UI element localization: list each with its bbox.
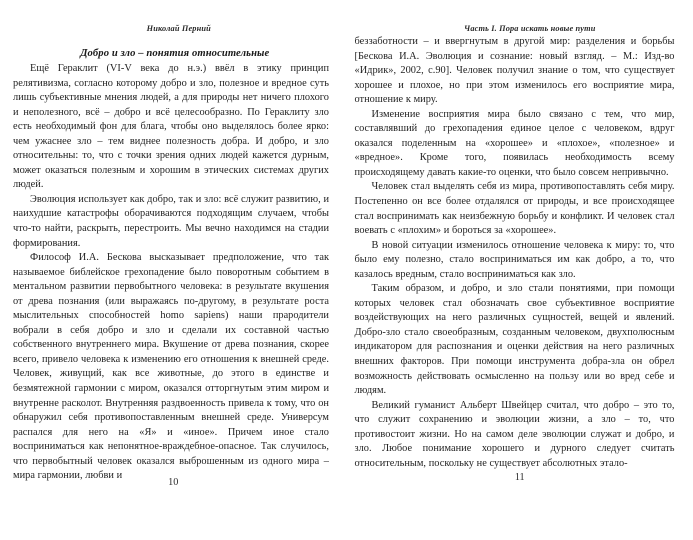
- paragraph: Таким образом, и добро, и зло стали понятиями, при помощи которых человек стал обозначать свое субъективное восприятие воздействующих на него различных сущностей, вещей и явлений. Добро-зло стало своеобразным, созданным человеком, двухполюсным индикатором для распознания и оценки действия на него различных внешних факторов. При помощи инструмента добра-зла он обрел возможность действовать осмысленно на пользу или во вред себе и людям.: [354, 283, 675, 397]
- paragraph: Философ И.А. Бескова высказывает предположение, что так называемое библейское грехопадение было поворотным событием в ментальном развитии первобытного человека: в результате вкушения от древа познания (или выражаясь по-другому, в результате роста мыслительных способностей homo sapiens) наши прародители вобрали в себя добро и зло и сделали их составной частью собственного внутреннего мира. Вкушение от древа познания, скорее всего, привело человека к изменению его отношения к внешней среде. Человек, живущий, как все животные, до этого в единстве и безмятежной гармонии с миром, оказался отторгнутым этим миром и внутренне расколот. Внутренняя раздвоенность привела к тому, что он обнаружил себя противопоставленным внешней среде. Универсум распался для него на «Я» и «иное». Причем иное стало восприниматься как непонятное-враждебное-опасное. Так случилось, что первобытный человек оказался выброшенным из одного мира – мира гармонии, любви и: [13, 252, 329, 482]
- right-page-body: [355, 35, 675, 471]
- section-title: Добро и зло – понятия относительные: [80, 48, 270, 59]
- left-page-body: [13, 62, 329, 484]
- left-page-text-column: [13, 62, 337, 484]
- paragraph: Эволюция использует как добро, так и зло: всё служит развитию, и наихудшие катастрофы оборачиваются подходящим случаем, чтобы что-то найти, раскрыть, перестроить. Мы вечно находимся на стадии формирования.: [13, 193, 329, 249]
- right-page-text-column: [355, 35, 682, 471]
- paragraph: Изменение восприятия мира было связано с тем, что мир, составлявший до грехопадения единое целое с человеком, вдруг оказался поделенным на «хорошее» и «плохое», «полезное» и «вредное». Кроме того, появилась необходимость всему происходящему давать какие-то оценки, что было совсем непривычно.: [354, 108, 675, 178]
- paragraph: Ещё Гераклит (VI-V века до н.э.) ввёл в этику принцип релятивизма, согласно которому добро и зло, полезное и вредное суть лишь субъективные мнения людей, а для природы нет ничего плохого и неполезного, всё – добро и всё целесообразно. По Гераклиту зло есть необходимый фон для блага, чтобы оно выделялось более ярко: чем ужаснее зло – тем виднее полезность добра. И добро, и зло относительны: то, что с точки зрения одних людей кажется дурным, может оказаться полезным и хорошим в этических системах других людей.: [13, 63, 329, 191]
- paragraph: Великий гуманист Альберт Швейцер считал, что добро – это то, что служит сохранению и эволюции жизни, а зло – то, что противостоит жизни. Но на самом деле эволюции служат и добро, и зло. Любое понимание хорошего и дурного следует считать относительным, поскольку не существует абсолютных этало-: [354, 399, 675, 469]
- paragraph: Человек стал выделять себя из мира, противопоставлять себя миру. Постепенно он все более отдалялся от природы, и все происходящее стал воспринимать как неизбежную борьбу и конфликт. И человек стал воевать с «плохим» и бороться за «хорошее».: [354, 181, 675, 237]
- right-page-number: 11: [514, 472, 525, 483]
- paragraph: В новой ситуации изменилось отношение человека к миру: то, что было ему полезно, стало восприниматься им как добро, а то, что казалось вредным, стало восприниматься как зло.: [354, 239, 675, 280]
- right-page-running-head: Часть I. Пора искать новые пути: [464, 24, 596, 33]
- paragraph: беззаботности – и ввергнутым в другой мир: разделения и борьбы [Бескова И.А. Эволюция и сознание: новый взгляд. – М.: Изд-во «Идрик», 2002, с.90]. Человек получил знание о том, что существует хорошее и плохое, но при этом изменилось его восприятие мира, отношение к миру.: [354, 36, 675, 106]
- left-page-running-head: Николай Перний: [146, 24, 211, 33]
- right-page: [347, 0, 693, 540]
- left-page-number: 10: [168, 477, 179, 488]
